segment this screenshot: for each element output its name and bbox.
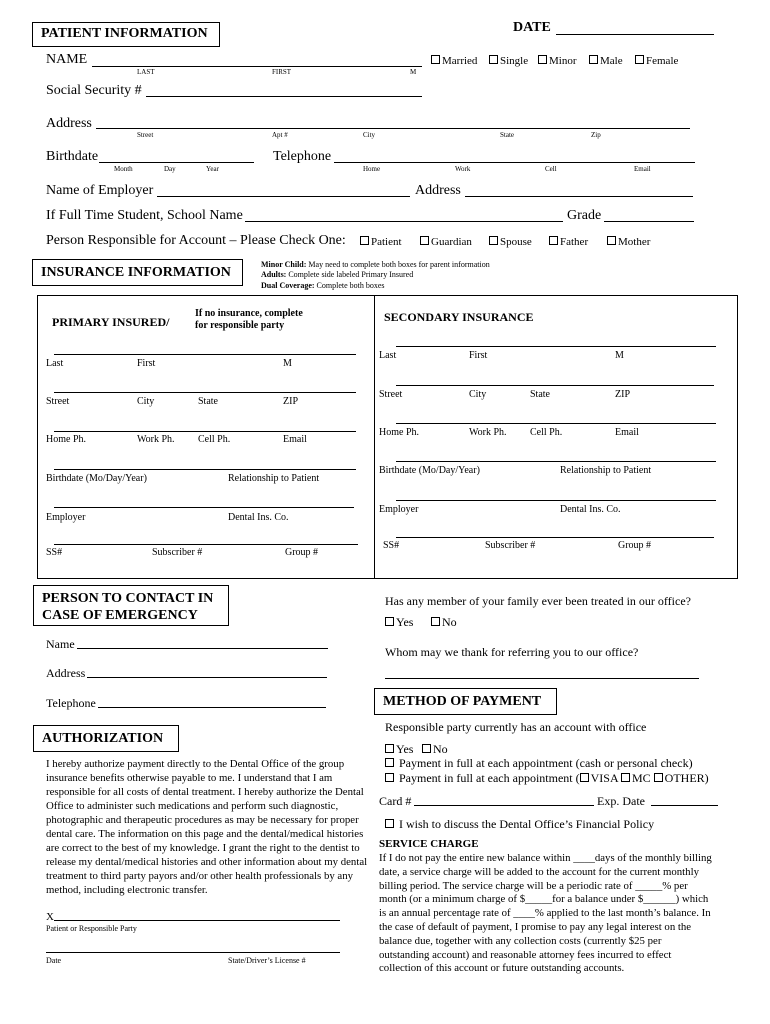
checkbox-icon: [589, 55, 598, 64]
telephone-label: Telephone: [273, 149, 332, 164]
primary-insured-title: PRIMARY INSURED/: [52, 315, 170, 329]
ssn-label: Social Security #: [46, 83, 142, 98]
single-checkbox[interactable]: Single: [489, 55, 528, 67]
service-charge-line: balance due, together with any collection costs (currently $25 per: [379, 934, 662, 947]
insurance-divider: [374, 295, 375, 579]
primary-m-label: M: [283, 358, 292, 369]
checkbox-icon: [385, 744, 394, 753]
primary-home-ph-label: Home Ph.: [46, 434, 86, 445]
checkbox-icon: [489, 236, 498, 245]
secondary-street-label: Street: [379, 389, 403, 400]
secondary-employer-label: Employer: [379, 504, 419, 515]
secondary-birthdate-line[interactable]: [396, 461, 716, 462]
service-charge-text: [379, 852, 739, 976]
secondary-insurance-title: SECONDARY INSURANCE: [384, 310, 534, 324]
address-sub-apt: Apt #: [272, 131, 288, 139]
service-charge-line: month (or a minimum charge of $_____for a balance under $______) which: [379, 893, 709, 906]
authorization-title: AUTHORIZATION: [33, 725, 179, 752]
primary-relationship-label: Relationship to Patient: [228, 473, 320, 484]
father-checkbox[interactable]: Father: [549, 236, 588, 248]
secondary-m-label: M: [615, 350, 624, 361]
secondary-last-label: Last: [379, 350, 397, 361]
employer-field[interactable]: [157, 196, 410, 197]
auth-date-label: Date: [46, 956, 62, 965]
secondary-employer-line[interactable]: [396, 500, 716, 501]
mc-checkbox-icon[interactable]: [621, 773, 630, 782]
primary-cell-ph-label: Cell Ph.: [198, 434, 231, 445]
family-question: Has any member of your family ever been treated in our office?: [385, 594, 691, 608]
primary-subscriber-label: Subscriber #: [152, 547, 203, 558]
referral-field[interactable]: [385, 678, 699, 679]
primary-phone-line[interactable]: [54, 431, 356, 432]
primary-state-label: State: [198, 396, 218, 407]
insurance-information-title: INSURANCE INFORMATION: [32, 259, 243, 286]
payment-card-option[interactable]: Payment in full at each appointment ( VISA MC OTHER): [385, 771, 709, 786]
address-sub-city: City: [363, 131, 376, 139]
date-field[interactable]: [556, 34, 714, 35]
primary-dental-ins-label: Dental Ins. Co.: [228, 512, 289, 523]
emergency-address-label: Address: [46, 666, 86, 680]
signature-x: X: [46, 911, 54, 923]
note-minor: Minor Child: May need to complete both boxes for parent information: [261, 260, 490, 269]
license-label: State/Driver’s License #: [228, 956, 306, 965]
birthdate-label: Birthdate: [46, 149, 99, 164]
family-no-checkbox[interactable]: No: [431, 615, 457, 630]
birthdate-sub-year: Year: [206, 165, 219, 173]
secondary-group-label: Group #: [618, 540, 652, 551]
method-of-payment-title: METHOD OF PAYMENT: [374, 688, 557, 715]
guardian-checkbox[interactable]: Guardian: [420, 236, 472, 248]
telephone-field[interactable]: [334, 162, 695, 163]
primary-street-label: Street: [46, 396, 70, 407]
date-license-field[interactable]: [46, 952, 340, 953]
checkbox-icon: [385, 758, 394, 767]
secondary-state-label: State: [530, 389, 550, 400]
checkbox-icon: [607, 236, 616, 245]
birthdate-field[interactable]: [99, 162, 254, 163]
primary-employer-line[interactable]: [54, 507, 354, 508]
authorization-text: I hereby authorize payment directly to the Dental Office of the group insurance benefits otherwise payable to me. I understand that I am responsible for all costs of dental treatment. I hereby authorize the Dental Office to administer such medications and perform such diagnostic, photographic and therapeutic procedures as may be necessary for proper dental care. The information on this page and the dental/medical histories are correct to the best of my knowledge. I grant the right to the dentist to release my dental/medical histories and other information about my dental treatment to third party payors and/or other health professionals by any method, including electronic transfer.: [46, 758, 368, 896]
patient-information-title: PATIENT INFORMATION: [32, 22, 220, 47]
primary-address-line[interactable]: [54, 392, 356, 393]
family-yes-checkbox[interactable]: Yes: [385, 615, 413, 630]
service-charge-title: SERVICE CHARGE: [379, 838, 479, 850]
exp-date-label: Exp. Date: [597, 794, 645, 808]
telephone-sub-home: Home: [363, 165, 381, 173]
service-charge-line: If I do not pay the entire new balance within ____days of the monthly billing: [379, 852, 712, 864]
secondary-relationship-label: Relationship to Patient: [560, 465, 652, 476]
checkbox-icon: [431, 617, 440, 626]
account-yes-checkbox[interactable]: Yes: [385, 742, 413, 757]
primary-group-label: Group #: [285, 547, 319, 558]
primary-employer-label: Employer: [46, 512, 86, 523]
primary-work-ph-label: Work Ph.: [137, 434, 175, 445]
service-charge-line: the case of default of payment, I promise to pay any legal interest on the: [379, 920, 692, 933]
secondary-ss-line[interactable]: [396, 537, 714, 538]
note-dual: Dual Coverage: Complete both boxes: [261, 281, 385, 290]
secondary-ss-label: SS#: [383, 540, 400, 551]
student-label: If Full Time Student, School Name: [46, 208, 243, 223]
name-field[interactable]: [92, 66, 422, 67]
employer-address-label: Address: [415, 183, 461, 198]
referral-question: Whom may we thank for referring you to our office?: [385, 645, 639, 659]
male-checkbox[interactable]: Male: [589, 55, 623, 67]
card-number-label: Card #: [379, 794, 412, 808]
exp-date-field[interactable]: [651, 805, 718, 806]
address-field[interactable]: [96, 128, 690, 129]
primary-ss-label: SS#: [46, 547, 63, 558]
name-sub-last: LAST: [137, 68, 155, 76]
secondary-name-line[interactable]: [396, 346, 716, 347]
employer-address-field[interactable]: [465, 196, 693, 197]
patient-checkbox[interactable]: Patient: [360, 236, 402, 248]
address-label: Address: [46, 116, 92, 131]
address-sub-street: Street: [137, 131, 154, 139]
secondary-zip-label: ZIP: [615, 389, 630, 400]
birthdate-sub-month: Month: [114, 165, 133, 173]
secondary-dental-ins-label: Dental Ins. Co.: [560, 504, 621, 515]
service-charge-line: outstanding account) and reasonable attorney fees incurred to effect: [379, 948, 672, 961]
primary-city-label: City: [137, 396, 155, 407]
secondary-address-line[interactable]: [396, 385, 714, 386]
visa-checkbox-icon[interactable]: [580, 773, 589, 782]
signature-label: Patient or Responsible Party: [46, 924, 137, 933]
checkbox-icon: [385, 773, 394, 782]
address-sub-state: State: [500, 131, 514, 139]
name-sub-m: M: [410, 68, 417, 76]
account-no-checkbox[interactable]: No: [422, 742, 448, 757]
telephone-sub-email: Email: [634, 165, 651, 173]
primary-note-line1: If no insurance, complete: [195, 308, 303, 319]
name-sub-first: FIRST: [272, 68, 292, 76]
card-number-field[interactable]: [414, 805, 594, 806]
note-adults: Adults: Complete side labeled Primary Insured: [261, 270, 414, 279]
service-charge-line: is an annual percentage rate of ____% applied to the last month’s balance. In: [379, 907, 711, 920]
checkbox-icon: [360, 236, 369, 245]
secondary-birthdate-label: Birthdate (Mo/Day/Year): [379, 465, 480, 476]
school-name-field[interactable]: [245, 221, 563, 222]
employer-label: Name of Employer: [46, 183, 154, 198]
telephone-sub-cell: Cell: [545, 165, 557, 173]
emergency-title-line2: CASE OF EMERGENCY: [42, 608, 198, 623]
checkbox-icon: [635, 55, 644, 64]
secondary-cell-ph-label: Cell Ph.: [530, 427, 563, 438]
account-question: Responsible party currently has an account with office: [385, 720, 647, 734]
emergency-telephone-label: Telephone: [46, 696, 96, 710]
primary-birthdate-label: Birthdate (Mo/Day/Year): [46, 473, 147, 484]
signature-field[interactable]: [54, 920, 340, 921]
checkbox-icon: [420, 236, 429, 245]
spouse-checkbox[interactable]: Spouse: [489, 236, 532, 248]
responsible-label: Person Responsible for Account – Please Check One:: [46, 233, 346, 248]
emergency-address-field[interactable]: [87, 677, 327, 678]
checkbox-icon: [385, 819, 394, 828]
secondary-work-ph-label: Work Ph.: [469, 427, 507, 438]
secondary-first-label: First: [469, 350, 488, 361]
primary-birthdate-line[interactable]: [54, 469, 356, 470]
checkbox-icon: [431, 55, 440, 64]
emergency-name-field[interactable]: [77, 648, 328, 649]
primary-note-line2: for responsible party: [195, 320, 285, 331]
address-sub-zip: Zip: [591, 131, 601, 139]
married-checkbox[interactable]: Married: [431, 55, 477, 67]
checkbox-icon: [549, 236, 558, 245]
name-label: NAME: [46, 52, 88, 67]
checkbox-icon: [385, 617, 394, 626]
minor-checkbox[interactable]: Minor: [538, 55, 577, 67]
service-charge-line: billing period. The service charge will be a periodic rate of _____% per: [379, 879, 688, 892]
grade-label: Grade: [567, 208, 602, 223]
primary-name-line[interactable]: [54, 354, 356, 355]
date-label: DATE: [513, 20, 551, 35]
emergency-name-label: Name: [46, 637, 75, 651]
telephone-sub-work: Work: [455, 165, 471, 173]
birthdate-sub-day: Day: [164, 165, 176, 173]
primary-zip-label: ZIP: [283, 396, 298, 407]
female-checkbox[interactable]: Female: [635, 55, 678, 67]
secondary-phone-line[interactable]: [396, 423, 716, 424]
secondary-email-label: Email: [615, 427, 639, 438]
primary-ss-line[interactable]: [54, 544, 358, 545]
primary-last-label: Last: [46, 358, 64, 369]
checkbox-icon: [489, 55, 498, 64]
emergency-title-line1: PERSON TO CONTACT IN: [42, 591, 214, 606]
emergency-telephone-field[interactable]: [98, 707, 326, 708]
payment-full-option[interactable]: Payment in full at each appointment (cash or personal check): [385, 756, 693, 771]
ssn-field[interactable]: [146, 96, 422, 97]
other-checkbox-icon[interactable]: [654, 773, 663, 782]
mother-checkbox[interactable]: Mother: [607, 236, 650, 248]
checkbox-icon: [422, 744, 431, 753]
secondary-subscriber-label: Subscriber #: [485, 540, 536, 551]
primary-first-label: First: [137, 358, 156, 369]
financial-policy-checkbox[interactable]: I wish to discuss the Dental Office’s Financial Policy: [385, 817, 654, 832]
checkbox-icon: [538, 55, 547, 64]
secondary-city-label: City: [469, 389, 487, 400]
service-charge-line: date, a service charge will be added to the account for the current monthly: [379, 865, 699, 878]
service-charge-line: collection of this account or future outstanding accounts.: [379, 962, 625, 975]
primary-email-label: Email: [283, 434, 307, 445]
secondary-home-ph-label: Home Ph.: [379, 427, 419, 438]
grade-field[interactable]: [604, 221, 694, 222]
emergency-contact-title: [33, 585, 229, 626]
